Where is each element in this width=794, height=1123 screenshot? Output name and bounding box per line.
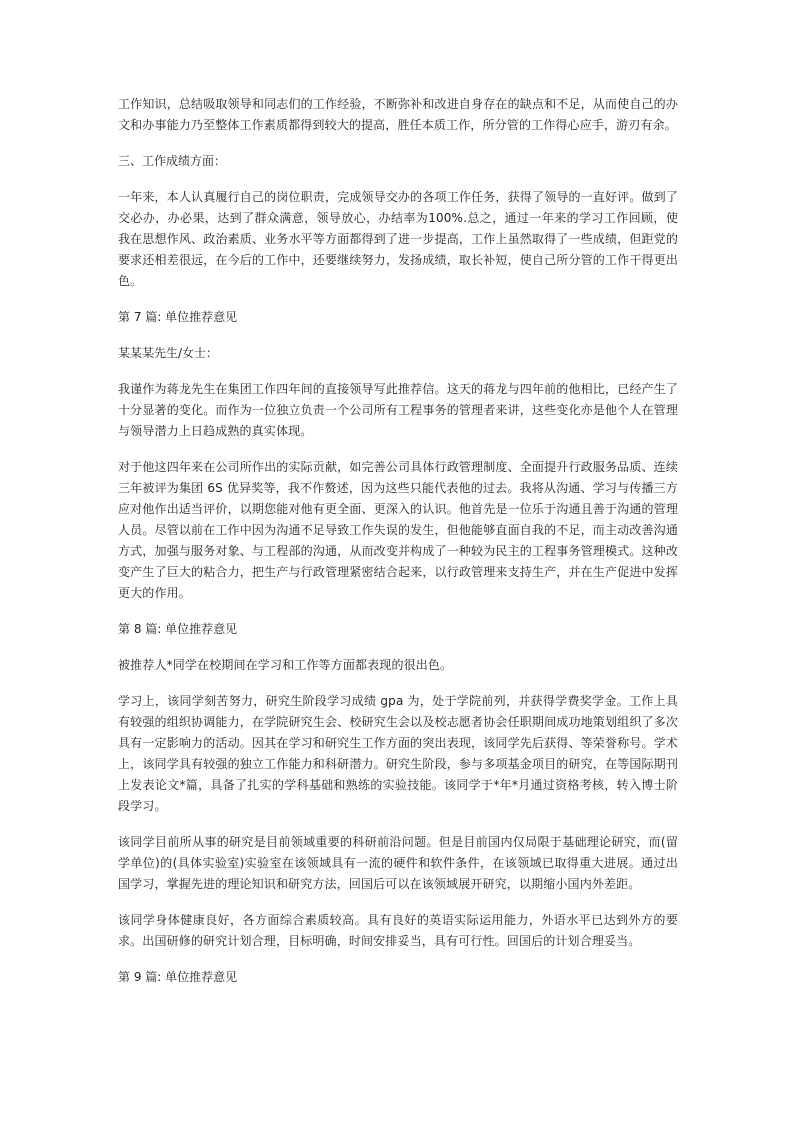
salutation: 某某某先生/女士： [118,346,219,360]
paragraph-health-and-plan: 该同学身体健康良好，各方面综合素质较高。具有良好的英语实际运用能力，外语水平已达到外方的要求。出国研修的研究计划合理，目标明确，时间安排妥当，具有可行性。回国后的计划合理妥当。 [118,913,678,948]
section-heading-work-results: 三、工作成绩方面： [118,154,227,168]
paragraph-nominee-intro: 被推荐人*同学在校期间在学习和工作等方面都表现的很出色。 [118,658,453,672]
article-7-title: 第 7 篇: 单位推荐意见 [118,310,238,324]
document-page [118,94,678,1003]
paragraph-recommendation-intro: 我谨作为蒋龙先生在集团工作四年间的直接领导写此推荐信。这天的蒋龙与四年前的他相比，已经产生了十分显著的变化。而作为一位独立负责一个公司所有工程事务的管理者来讲，这些变化亦是他个人在管理与领导潜力上日趋成熟的真实体现。 [118,382,678,438]
paragraph-work-knowledge: 工作知识，总结吸取领导和同志们的工作经验，不断弥补和改进自身存在的缺点和不足，从而使自己的办文和办事能力乃至整体工作素质都得到较大的提高，胜任本质工作，所分管的工作得心应手，游刃有余。 [118,97,678,132]
paragraph-study-and-work: 学习上，该同学刻苦努力，研究生阶段学习成绩 gpa 为，处于学院前列，并获得学费奖学金。工作上具有较强的组织协调能力，在学院研究生会、校研究生会以及校志愿者协会任职期间成功地策划组织了多次具有一定影响力的活动。因其在学习和研究生工作方面的突出表现，该同学先后获得、等荣誉称号。学术上，该同学具有较强的独立工作能力和科研潜力。研究生阶段，参与多项基金项目的研究，在等国际期刊上发表论文*篇，具备了扎实的学科基础和熟练的实验技能。该同学于*年*月通过资格考核，转入博士阶段学习。 [118,694,678,813]
paragraph-annual-summary: 一年来，本人认真履行自己的岗位职责，完成领导交办的各项工作任务，获得了领导的一直好评。做到了交必办，办必果，达到了群众满意，领导放心，办结率为100%.总之，通过一年来的学习工作回顾，使我在思想作风、政治素质、业务水平等方面都得到了进一步提高，工作上虽然取得了一些成绩，但距党的要求还相差很远，在今后的工作中，还要继续努力，发扬成绩，取长补短，使自己所分管的工作干得更出色。 [118,190,678,288]
article-8-title: 第 8 篇: 单位推荐意见 [118,622,238,636]
paragraph-research: 该同学目前所从事的研究是目前领域重要的科研前沿问题。但是目前国内仅局限于基础理论研究，而(留学单位)的(具体实验室)实验室在该领域具有一流的硬件和软件条件，在该领域已取得重大进展。通过出国学习，掌握先进的理论知识和研究方法，回国后可以在该领域展开研究，以期缩小国内外差距。 [118,835,678,891]
article-9-title: 第 9 篇: 单位推荐意见 [118,970,238,984]
paragraph-contributions: 对于他这四年来在公司所作出的实际贡献，如完善公司具体行政管理制度、全面提升行政服务品质、连续三年被评为集团 6S 优异奖等，我不作赘述，因为这些只能代表他的过去。我将从沟通、学习与传播三方应对他作出适当评价，以期您能对他有更全面、更深入的认识。他首先是一位乐于沟通且善于沟通的管理人员。尽管以前在工作中因为沟通不足导致工作失误的发生，但他能够直面自我的不足，而主动改善沟通方式，加强与服务对象、与工程部的沟通，从而改变并构成了一种较为民主的工程事务管理模式。这种改变产生了巨大的粘合力，把生产与行政管理紧密结合起来，以行政管理来支持生产，并在生产促进中发挥更大的作用。 [118,460,678,600]
